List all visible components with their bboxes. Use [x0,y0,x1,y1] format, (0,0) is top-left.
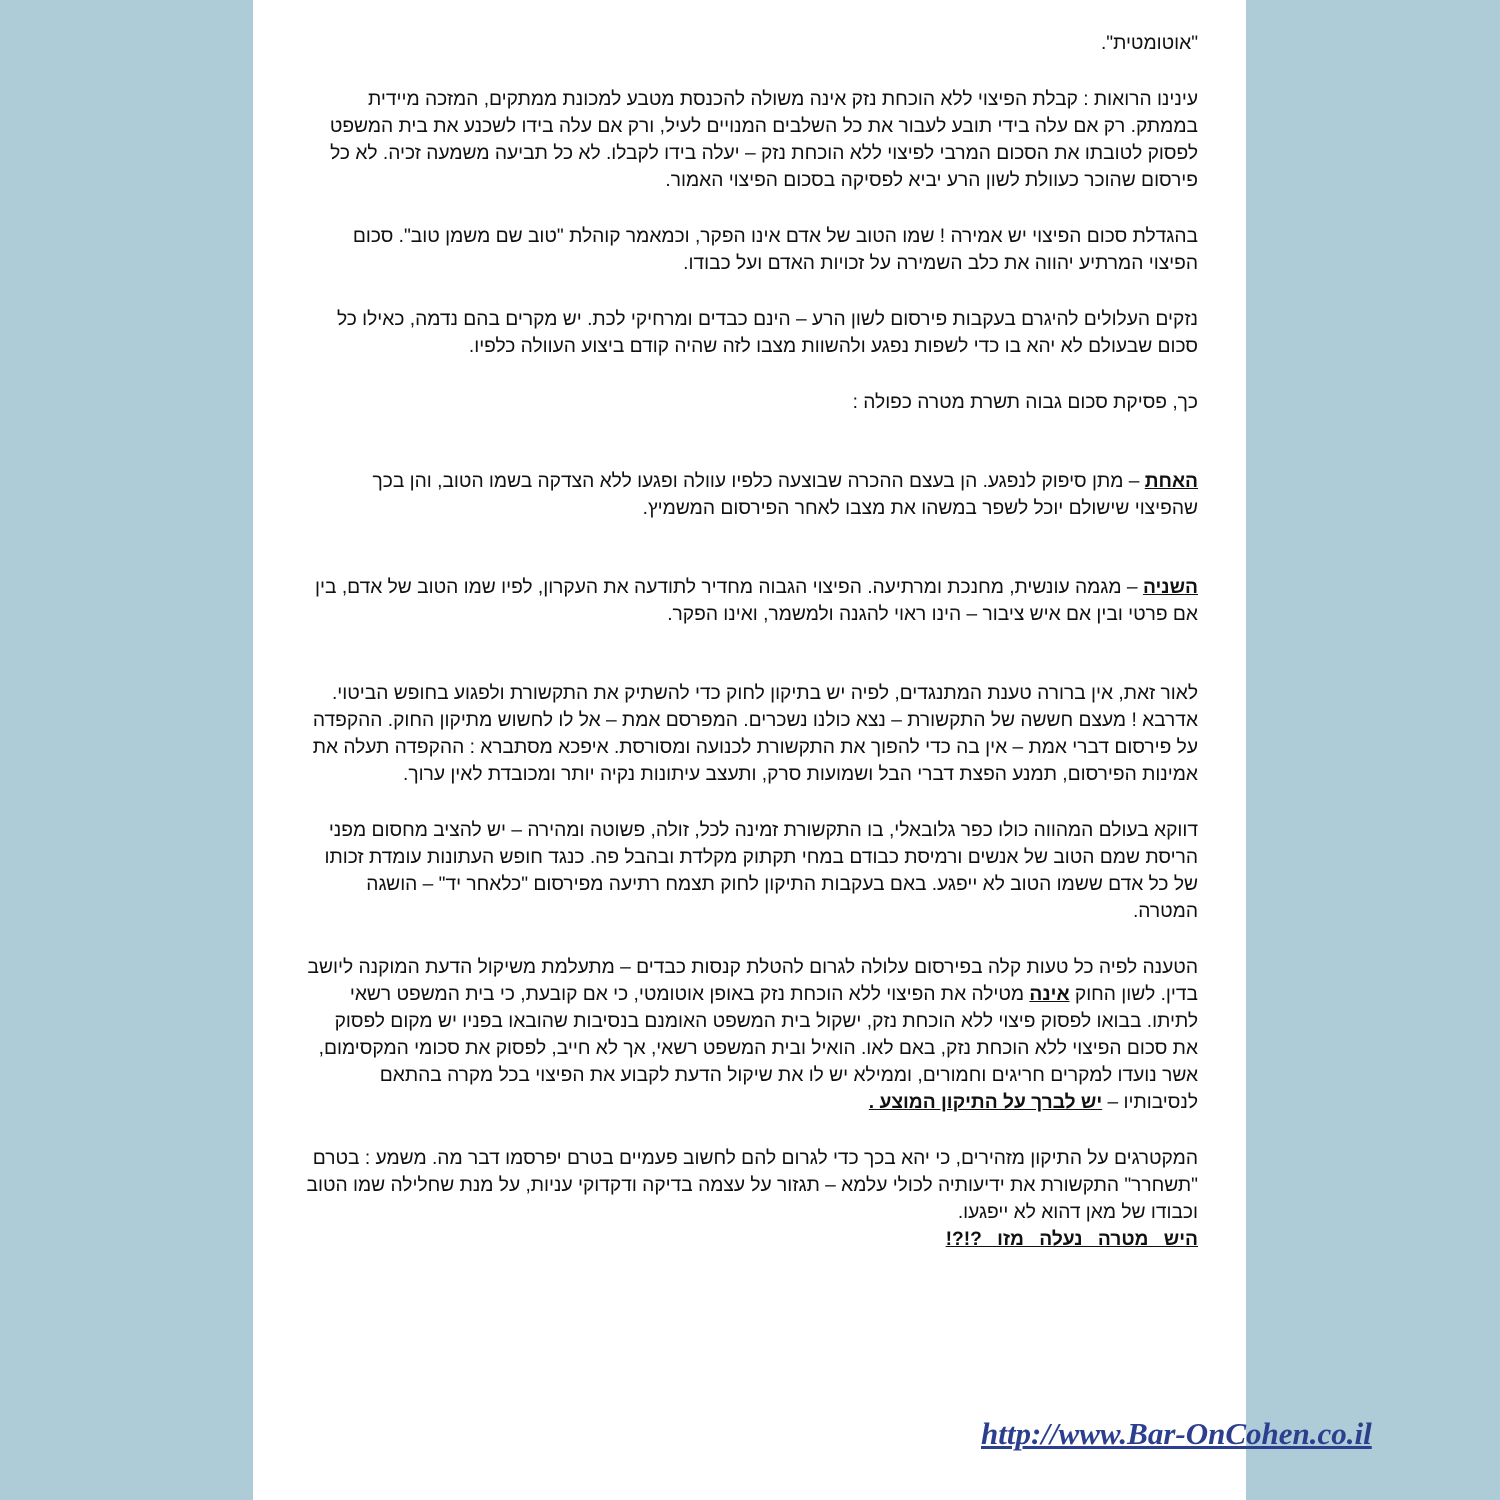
paragraph-judicial-discretion [305,954,1198,1116]
discretion-emphasis: אינה [1029,984,1070,1005]
second-purpose-label: השניה [1142,577,1198,598]
first-purpose-label: האחת [1144,471,1198,492]
first-purpose-text: – מתן סיפוק לנפגע. הן בעצם ההכרה שבוצעה כלפיו עוולה ופגעו ללא הצדקה בשמו הטוב, והן בכך שהפיצוי שישולם יוכל לשפר במשהו את מצבו לאחר הפירסום המשמיץ. [372,471,1198,519]
paragraph-compensation: עינינו הרואות : קבלת הפיצוי ללא הוכחת נזק אינה משולה להכנסת מטבע למכונת ממתקים, המזכה מיידית בממתק. רק אם עלה בידי תובע לעבור את כל השלבים המנויים לעיל, ורק אם עלה בידו לשכנע את בית המשפט לפסוק לטובתו את הסכום המרבי לפיצוי ללא הוכחת נזק – יעלה בידו לקבלו. לא כל תביעה משמעה זכיה. לא כל פירסום שהוכר כעוולת לשון הרע יביא לפסיקה בסכום הפיצוי האמור. [329,89,1198,191]
discretion-text-b: מטילה את הפיצוי ללא הוכחת נזק באופן אוטומטי, כי אם קובעת, כי בית המשפט רשאי לתיתו. בבואו לפסוק פיצוי ללא הוכחת נזק, ישקול בית המשפט האומנם בנסיבות שהובאו בפניו יש מקום לפסוק את סכום הפיצוי ללא הוכחת נזק, באם לאו. הואיל ובית המשפט רשאי, אך לא חייב, לפסוק את סכומי המקסימום, אשר נועדו למקרים חריגים וחמורים, וממילא יש לו את שיקול הדעת לקבוע את הפיצוי בכל מקרה בהתאם לנסיבותיו – [318,984,1198,1113]
paragraph-global-village: דווקא בעולם המהווה כולו כפר גלובאלי, בו התקשורת זמינה לכל, זולה, פשוטה ומהירה – יש להציב מחסום מפני הריסת שמם הטוב של אנשים ורמיסת כבודם במחי תקתוק מקלדת ובהבל פה. כנגד חופש העתונות עומדת זכותו של כל אדם ששמו הטוב לא ייפגע. באם בעקבות התיקון לחוק תצמח רתיעה מפירסום "כלאחר יד" – הושגה המטרה. [324,820,1198,922]
second-purpose-text: – מגמה עונשית, מחנכת ומרתיעה. הפיצוי הגבוה מחדיר לתודעה את העקרון, לפיו שמו הטוב של אדם, בין אם פרטי ובין אם איש ציבור – הינו ראוי להגנה ולמשמר, ואינו הפקר. [315,577,1198,625]
paragraph-statement: בהגדלת סכום הפיצוי יש אמירה ! שמו הטוב של אדם אינו הפקר, וכמאמר קוהלת "טוב שם משמן טוב". סכום הפיצוי המרתיע יהווה את כלב השמירה על זכויות האדם ועל כבודו. [352,226,1198,274]
paragraph-critics: המקטרגים על התיקון מזהירים, כי יהא בכך כדי לגרום להם לחשוב פעמיים בטרם יפרסמו דבר מה. משמע : בטרם "תשחרר" התקשורת את ידיעותיה לכולי עלמא – תגזור על עצמה בדיקה ודקדוקי עניות, על מנת שחלילה שמו הטוב וכבודו של מאן דהוא לא ייפגעו. [306,1148,1198,1223]
website-link[interactable]: http://www.Bar-OnCohen.co.il [981,1416,1372,1451]
closing-question: היש מטרה נעלה מזו ?!?! [945,1229,1198,1250]
opening-line: "אוטומטית". [1100,33,1198,54]
bless-amendment: יש לברך על התיקון המוצע . [868,1092,1103,1113]
paragraph-double-purpose: כך, פסיקת סכום גבוה תשרת מטרה כפולה : [852,392,1198,413]
paragraph-second-purpose [305,574,1198,628]
paragraph-first-purpose [305,468,1198,522]
paragraph-damages: נזקים העלולים להיגרם בעקבות פירסום לשון הרע – הינם כבדים ומרחיקי לכת. יש מקרים בהם נדמה, כאילו כל סכום שבעולם לא יהא בו כדי לשפות נפגע ולהשוות מצבו לזה שהיה קודם ביצוע העוולה כלפיו. [336,309,1198,357]
discretion-text-a: הטענה לפיה כל טעות קלה בפירסום עלולה לגרום להטלת קנסות כבדים – מתעלמת משיקול הדעת המוקנה ליושב בדין. לשון החוק [307,957,1198,1005]
paragraph-opponents-claim: לאור זאת, אין ברורה טענת המתנגדים, לפיה יש בתיקון לחוק כדי להשתיק את התקשורת ולפגוע בחופש הביטוי. אדרבא ! מעצם חששה של התקשורת – נצא כולנו נשכרים. המפרסם אמת – אל לו לחשוש מתיקון החוק. ההקפדה על פירסום דברי אמת – אין בה כדי להפוך את התקשורת לכנועה ומסורסת. איפכא מסתברא : ההקפדה תעלה את אמינות הפירסום, תמנע הפצת דברי הבל ושמועות סרק, ותעצב עיתונות נקיה יותר ומכובדת לאין ערוך. [312,683,1198,785]
document-page [253,0,1372,1500]
document-body [305,30,1198,1282]
